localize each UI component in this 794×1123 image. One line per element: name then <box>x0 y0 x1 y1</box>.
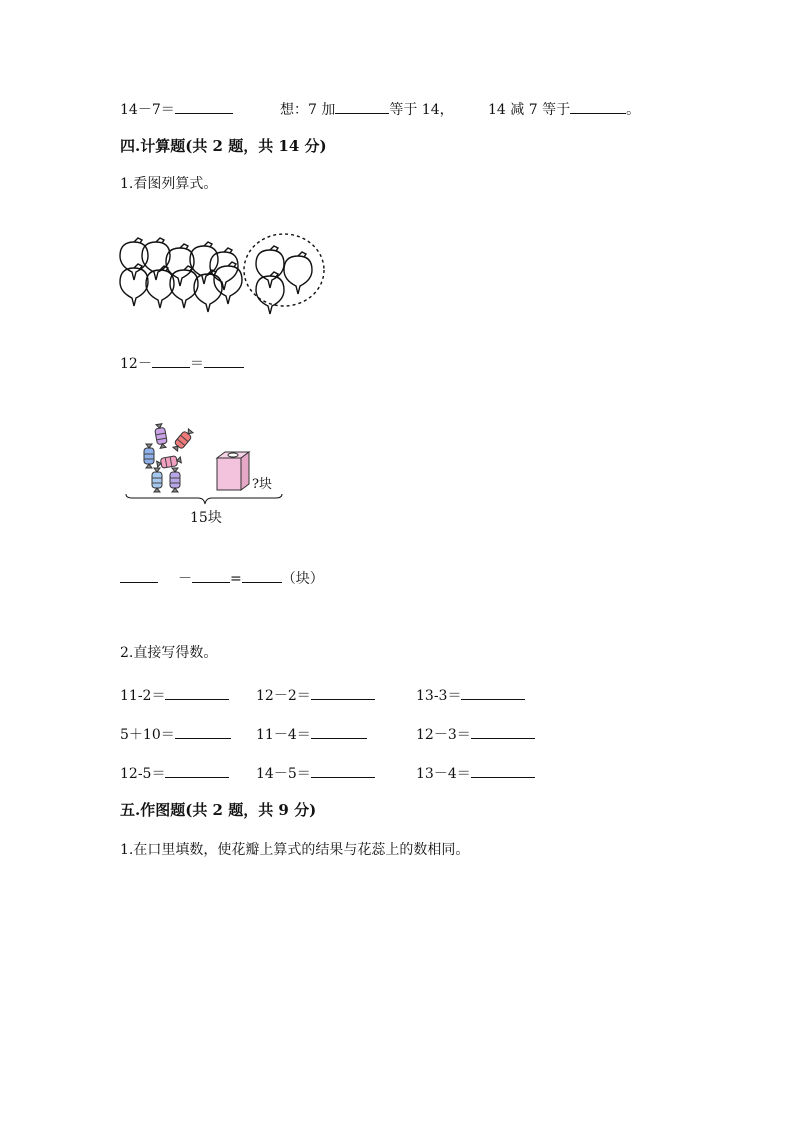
candy-icon <box>144 444 154 468</box>
answer-blank[interactable] <box>471 725 535 739</box>
answer-blank[interactable] <box>175 725 231 739</box>
drill-item: 12－2＝ <box>256 686 375 703</box>
candy-icon <box>156 455 181 469</box>
answer-blank[interactable] <box>152 354 190 368</box>
brace-total-label: 15块 <box>190 510 222 526</box>
candy-icon <box>154 423 168 448</box>
drill-item: 11-2＝ <box>120 686 229 703</box>
answer-blank[interactable] <box>175 100 233 114</box>
intro-think-part1: 想：7 加 等于 14， <box>280 102 454 118</box>
candy-icon <box>171 428 194 453</box>
intro-equation: 14－7＝ <box>120 100 233 117</box>
radish-icon <box>284 252 312 294</box>
answer-blank[interactable] <box>461 686 525 700</box>
radish-icon <box>256 272 284 314</box>
intro-think-part2: 14 减 7 等于 。 <box>488 102 641 118</box>
question-5-1-title: 1.在口里填数，使花瓣上算式的结果与花蕊上的数相同。 <box>120 842 470 858</box>
answer-blank[interactable] <box>471 764 535 778</box>
question-4-1-equation-a: 12－ ＝ <box>120 354 244 371</box>
radish-icon <box>120 238 148 280</box>
question-4-1-title: 1.看图列算式。 <box>120 176 218 192</box>
answer-blank[interactable] <box>120 569 158 583</box>
answer-blank[interactable] <box>335 100 389 114</box>
candy-icon <box>152 468 162 492</box>
answer-blank[interactable] <box>165 764 229 778</box>
question-label: ?块 <box>252 477 272 492</box>
section-5-title: 五.作图题(共 2 题，共 9 分) <box>120 801 317 819</box>
drill-item: 11－4＝ <box>256 725 367 742</box>
answer-blank[interactable] <box>311 686 375 700</box>
drill-item: 14－5＝ <box>256 764 375 781</box>
answer-blank[interactable] <box>242 569 282 583</box>
box-icon <box>217 452 249 490</box>
section-4-title: 四.计算题(共 2 题，共 14 分) <box>120 137 327 155</box>
answer-blank[interactable] <box>311 764 375 778</box>
drill-item: 13-3＝ <box>416 686 525 703</box>
brace <box>125 493 285 507</box>
answer-blank[interactable] <box>311 725 367 739</box>
radish-icon <box>120 264 148 306</box>
drill-item: 12－3＝ <box>416 725 535 742</box>
drill-item: 12-5＝ <box>120 764 229 781</box>
answer-blank[interactable] <box>192 569 230 583</box>
question-4-1-equation-b: － = （块） <box>120 569 324 586</box>
drill-item: 5＋10＝ <box>120 725 231 742</box>
question-4-2-title: 2.直接写得数。 <box>120 645 218 661</box>
candy-icon <box>170 468 180 492</box>
answer-blank[interactable] <box>204 354 244 368</box>
radish-picture <box>120 232 330 312</box>
drill-item: 13－4＝ <box>416 764 535 781</box>
answer-blank[interactable] <box>165 686 229 700</box>
radish-icon <box>256 246 284 288</box>
answer-blank[interactable] <box>570 100 626 114</box>
